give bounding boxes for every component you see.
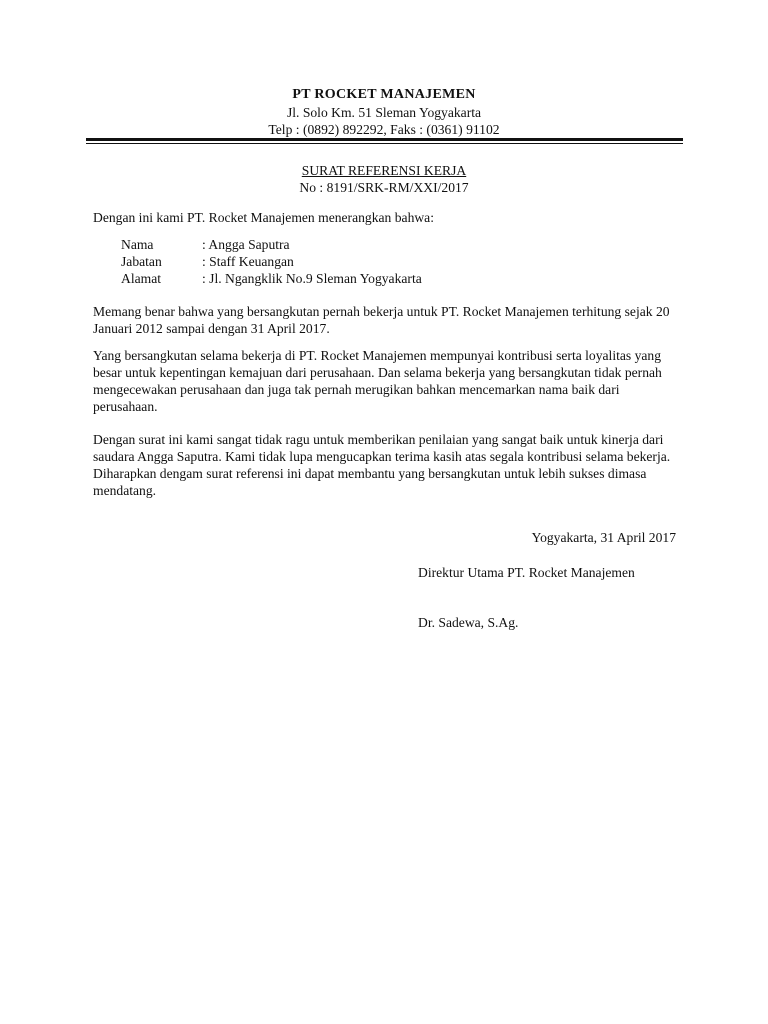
detail-label: Nama <box>121 237 154 252</box>
detail-row-address <box>121 270 422 287</box>
detail-value: : Jl. Ngangklik No.9 Sleman Yogyakarta <box>202 271 422 286</box>
paragraph-contribution: Yang bersangkutan selama bekerja di PT. Rocket Manajemen mempunyai kontribusi serta loyalitas yang besar untuk kepentingan kemajuan dari perusahaan. Dan selama bekerja yang bersangkutan tidak pernah mengecewakan perusahaan dan juga tak pernah merugikan bahkan mencemarkan nama baik dari perusahaan. <box>93 348 662 414</box>
detail-value: : Angga Saputra <box>202 237 290 252</box>
employee-details <box>121 236 422 287</box>
document-title: SURAT REFERENSI KERJA <box>301 163 467 178</box>
document-heading <box>85 162 683 196</box>
intro-sentence: Dengan ini kami PT. Rocket Manajemen menerangkan bahwa: <box>93 210 434 225</box>
detail-label: Jabatan <box>121 254 162 269</box>
letterhead-divider-thick <box>86 138 683 141</box>
signer-name: Dr. Sadewa, S.Ag. <box>418 615 519 630</box>
detail-value: : Staff Keuangan <box>202 254 294 269</box>
signer-title: Direktur Utama PT. Rocket Manajemen <box>418 565 635 580</box>
place-and-date: Yogyakarta, 31 April 2017 <box>531 530 676 545</box>
paragraph-recommendation: Dengan surat ini kami sangat tidak ragu untuk memberikan penilaian yang sangat baik untuk kinerja dari saudara Angga Saputra. Kami tidak lupa mengucapkan terima kasih atas segala kontribusi selama bekerja. Diharapkan dengam surat referensi ini dapat membantu yang bersangkutan untuk lebih sukses dimasa mendatang. <box>93 432 671 498</box>
detail-row-position <box>121 253 422 270</box>
letterhead <box>85 86 683 138</box>
company-contact: Telp : (0892) 892292, Faks : (0361) 91102 <box>268 122 500 137</box>
company-name: PT ROCKET MANAJEMEN <box>292 87 476 102</box>
company-address: Jl. Solo Km. 51 Sleman Yogyakarta <box>286 105 482 120</box>
detail-label: Alamat <box>121 271 162 286</box>
document-number: No : 8191/SRK-RM/XXI/2017 <box>299 180 469 195</box>
letterhead-divider-thin <box>86 143 683 144</box>
detail-row-name <box>121 236 422 253</box>
paragraph-employment-period: Memang benar bahwa yang bersangkutan pernah bekerja untuk PT. Rocket Manajemen terhitung sejak 20 Januari 2012 sampai dengan 31 April 2017. <box>93 304 670 336</box>
